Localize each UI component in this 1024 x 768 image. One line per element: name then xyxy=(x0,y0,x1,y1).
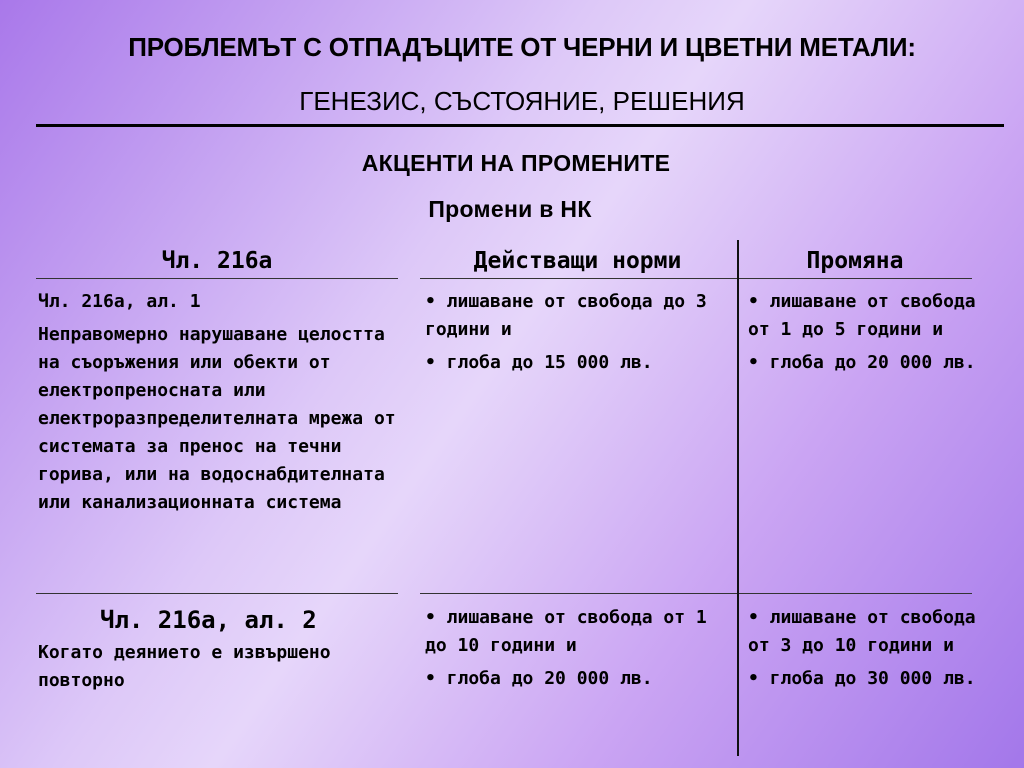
row2-article-title: Чл. 216а, ал. 2 xyxy=(100,606,317,634)
row1-current-bullet: • глоба до 15 000 лв. xyxy=(425,352,653,373)
row2-article-cell xyxy=(38,606,408,695)
row-divider-norms xyxy=(420,593,972,594)
subsection-heading: Промени в НК xyxy=(428,196,592,222)
row2-current-bullet: • глоба до 20 000 лв. xyxy=(425,668,653,689)
header-article: Чл. 216а xyxy=(161,248,273,274)
row1-change-bullet: • лишаване от свобода от 1 до 5 години и xyxy=(748,291,976,340)
header-rule-norms xyxy=(420,278,972,279)
row1-article-cell xyxy=(38,288,408,517)
row1-change-bullet: • глоба до 20 000 лв. xyxy=(748,352,976,373)
row1-current-cell xyxy=(425,288,733,377)
header-rule-article xyxy=(36,278,398,279)
row-divider-article xyxy=(36,593,398,594)
section-heading: АКЦЕНТИ НА ПРОМЕНИТЕ xyxy=(361,150,671,176)
header-change: Промяна xyxy=(806,248,904,274)
header-current-norms: Действащи норми xyxy=(473,248,682,274)
row2-change-bullet: • лишаване от свобода от 3 до 10 години и xyxy=(748,607,976,656)
row1-current-bullet: • лишаване от свобода до 3 години и xyxy=(425,291,707,340)
slide-subtitle: ГЕНЕЗИС, СЪСТОЯНИЕ, РЕШЕНИЯ xyxy=(299,86,745,116)
row2-article-text: Когато деянието е извършено повторно xyxy=(38,642,331,691)
row1-article-text: Неправомерно нарушаване целостта на съоръжения или обекти от електропреносната или електроразпределителната мрежа от системата за пренос на течни горива, или на водоснабдителната или канализационната система xyxy=(38,324,396,513)
row2-change-bullet: • глоба до 30 000 лв. xyxy=(748,668,976,689)
row1-change-cell xyxy=(748,288,1008,377)
row2-current-cell xyxy=(425,604,733,693)
title-divider xyxy=(36,124,1004,127)
slide-title: ПРОБЛЕМЪТ С ОТПАДЪЦИТЕ ОТ ЧЕРНИ И ЦВЕТНИ МЕТАЛИ: xyxy=(128,32,916,62)
row2-current-bullet: • лишаване от свобода от 1 до 10 години и xyxy=(425,607,707,656)
column-divider xyxy=(737,240,739,756)
row1-article-title: Чл. 216а, ал. 1 xyxy=(38,291,201,312)
row2-change-cell xyxy=(748,604,1008,693)
